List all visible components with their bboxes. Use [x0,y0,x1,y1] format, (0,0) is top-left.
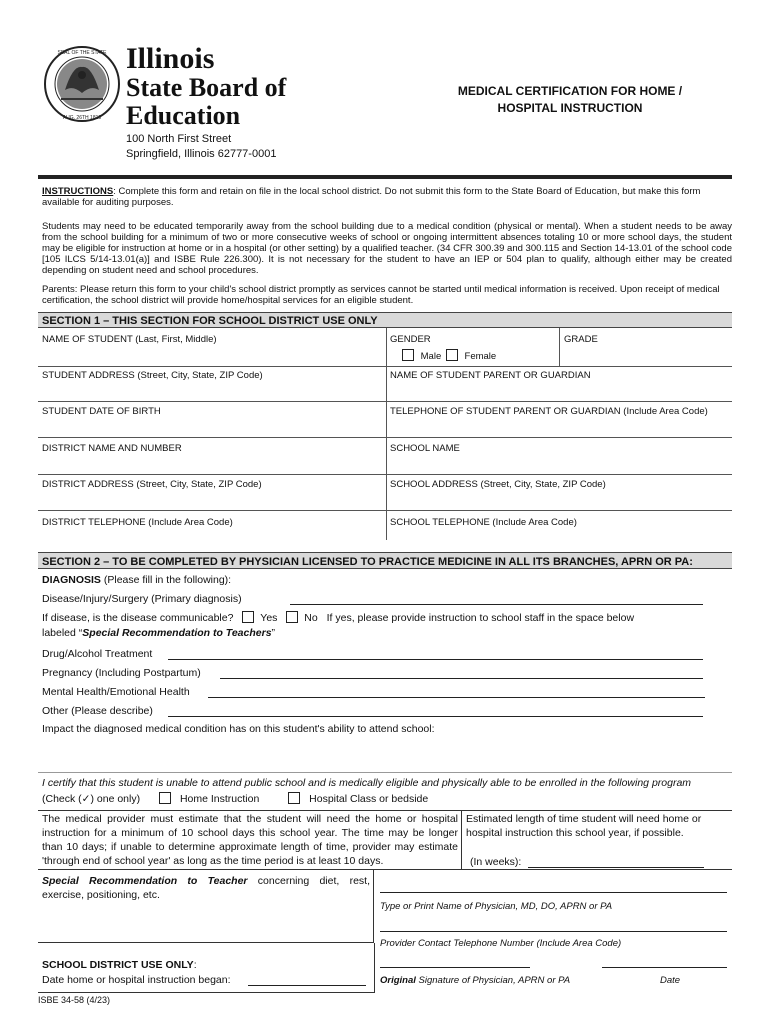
other-label: Other (Please describe) [42,705,153,717]
in-weeks-row [470,855,521,869]
isbe-seal [43,45,121,123]
district-name-field[interactable] [42,443,182,454]
date-began-row [42,973,231,987]
form-title [420,83,720,117]
estimated-length-label: Estimated length of time student will need home or hospital instruction this school year, if possible. [466,813,702,839]
divider [38,401,732,402]
instructions-text: : Complete this form and retain on file in the local school district. Do not submit this form to the State Board of Education, but make this form available for auditing purposes. [42,186,701,208]
school-name-label: SCHOOL NAME [390,443,460,454]
grade-label: GRADE [564,334,598,345]
divider [38,992,375,993]
date-began-label: Date home or hospital instruction began: [42,974,231,986]
communicable-row [42,611,634,625]
form-title-line-2: HOSPITAL INSTRUCTION [497,101,643,115]
instructions-paragraph [42,186,732,208]
labeled-prefix: labeled “ [42,627,83,639]
impact-row [42,722,435,736]
divider [38,437,732,438]
in-weeks-label: (In weeks): [470,856,522,868]
divider [38,474,732,475]
district-name-label: DISTRICT NAME AND NUMBER [42,443,182,454]
divider [38,366,732,367]
communicable-yes-checkbox[interactable] [242,611,254,623]
address-line-2: Springfield, Illinois 62777-0001 [126,148,277,160]
logo-line-state-board: State Board of [126,73,287,102]
original-label: Original [380,975,416,986]
logo-line-education: Education [126,101,241,130]
section-1-header [38,312,732,328]
school-phone-field[interactable] [390,517,577,528]
school-phone-label: SCHOOL TELEPHONE (Include Area Code) [390,517,577,528]
home-instruction-checkbox[interactable] [159,792,171,804]
date-began-input[interactable] [248,985,366,986]
impact-textarea[interactable] [38,738,732,772]
district-address-label: DISTRICT ADDRESS (Street, City, State, ZIP Code) [42,479,262,490]
district-phone-field[interactable] [42,517,233,528]
grade-field[interactable] [564,334,598,345]
provider-phone-label: Provider Contact Telephone Number (Include Area Code) [380,938,622,949]
mental-health-label: Mental Health/Emotional Health [42,686,190,698]
school-address-label: SCHOOL ADDRESS (Street, City, State, ZIP Code) [390,479,606,490]
dob-label: STUDENT DATE OF BIRTH [42,406,161,417]
hospital-class-label: Hospital Class or bedside [309,793,429,805]
divider [386,328,387,366]
logo-line-illinois: Illinois [126,42,215,75]
student-address-field[interactable] [42,370,263,381]
communicable-no-checkbox[interactable] [286,611,298,623]
check-one-label: (Check (✓) one only) [42,793,141,805]
divider [374,943,375,993]
yes-label: Yes [260,612,278,624]
hospital-class-checkbox[interactable] [288,792,300,804]
district-phone-label: DISTRICT TELEPHONE (Include Area Code) [42,517,233,528]
physician-name-label: Type or Print Name of Physician, MD, DO, APRN or PA [380,901,613,912]
student-address-label: STUDENT ADDRESS (Street, City, State, ZIP Code) [42,370,263,381]
home-instruction-label: Home Instruction [179,793,260,805]
parent-name-field[interactable] [390,370,591,381]
primary-diagnosis-row [42,592,242,606]
pregnancy-input[interactable] [220,678,703,679]
diagnosis-heading [42,573,231,587]
provider-phone-input[interactable] [380,931,727,932]
section-1-title: SECTION 1 – THIS SECTION FOR SCHOOL DISTRICT USE ONLY [42,315,378,327]
other-row [42,704,153,718]
pregnancy-label: Pregnancy (Including Postpartum) [42,667,201,679]
special-rec-text: concerning diet, rest, exercise, positioning, etc. [42,875,370,901]
parent-name-label: NAME OF STUDENT PARENT OR GUARDIAN [390,370,591,381]
physician-name-input[interactable] [380,892,727,893]
form-title-line-1: MEDICAL CERTIFICATION FOR HOME / [457,84,683,98]
agency-address [126,132,276,162]
school-address-field[interactable] [390,479,606,490]
dob-field[interactable] [42,406,161,417]
gender-label: GENDER [390,334,431,345]
impact-label: Impact the diagnosed medical condition has on this student's ability to attend school: [42,723,435,735]
female-checkbox[interactable] [446,349,458,361]
primary-diagnosis-label: Disease/Injury/Surgery (Primary diagnosis) [42,593,242,605]
student-name-label: NAME OF STUDENT (Last, First, Middle) [42,334,217,345]
estimate-instructions: The medical provider must estimate that the student will need the home or hospital instruction for a minimum of 10 school days this school year. The time may be longer than 10 days; if unable to determine approximate length of time, provider may estimate 'through end of school year' as long as the time period is at least 10 days. [42,813,458,867]
mental-health-input[interactable] [208,697,705,698]
signature-label [380,975,570,986]
other-input[interactable] [168,716,703,717]
program-check-row [42,792,428,806]
labeled-suffix: ” [271,627,276,639]
drug-alcohol-label: Drug/Alcohol Treatment [42,648,153,660]
male-label: Male [420,351,442,362]
date-label: Date [660,975,681,986]
student-name-field[interactable] [42,334,217,345]
divider [559,328,560,366]
svg-text:AUG. 26TH 1818: AUG. 26TH 1818 [62,115,102,121]
primary-diagnosis-input[interactable] [290,604,703,605]
pregnancy-row [42,666,201,680]
special-recommendation-label [42,874,370,902]
labeled-line [42,626,275,640]
date-input[interactable] [602,967,727,968]
school-name-field[interactable] [390,443,460,454]
header-rule [38,175,732,179]
communicable-question: If disease, is the disease communicable? [42,612,234,624]
instructions-label: INSTRUCTIONS [42,186,114,197]
diagnosis-instruction: (Please fill in the following): [100,574,232,586]
drug-alcohol-input[interactable] [168,659,703,660]
gender-field [390,334,431,345]
diagnosis-label: DIAGNOSIS [42,574,101,586]
special-rec-bold: Special Recommendation to Teacher [42,875,248,887]
district-use-label: SCHOOL DISTRICT USE ONLY [42,959,194,971]
signature-text: Signature of Physician, APRN or PA [415,975,571,986]
section-2-title: SECTION 2 – TO BE COMPLETED BY PHYSICIAN LICENSED TO PRACTICE MEDICINE IN ALL ITS BRANCHES, APRN OR PA: [42,556,693,568]
male-checkbox[interactable] [402,349,414,361]
district-use-colon: : [193,959,197,971]
if-yes-instruction: If yes, please provide instruction to school staff in the space below [326,612,635,624]
parent-phone-label: TELEPHONE OF STUDENT PARENT OR GUARDIAN (Include Area Code) [390,406,708,417]
parents-paragraph: Parents: Please return this form to your child's school district promptly as services cannot be started until medical information is received. Upon receipt of medical certification, the school district will provide home/hospital services for an eligible student. [42,284,720,306]
district-address-field[interactable] [42,479,262,490]
eligibility-paragraph: Students may need to be educated temporarily away from the school building due to a medical condition (physical or mental). When a student needs to be away from the school building for a minimum of two or more consecutive weeks of school or ongoing intermittent absences totaling 10 or more school days, the student may be eligible for instruction at home or in a hospital (or other setting) by a qualified teacher. (34 CFR 300.39 and 300.115 and Section 14-13.01 of the school code [105 ILCS 5/14-13.01(a)] and ISBE Rule 226.300). It is not necessary for the student to have an IEP or 504 plan to qualify, although either may be created depending on student need and school procedures. [42,221,732,276]
divider [38,510,732,511]
no-label: No [304,612,318,624]
signature-input[interactable] [380,967,530,968]
gender-options [402,349,496,362]
divider [461,810,462,870]
district-use-heading [42,958,197,972]
section-2-header [38,552,732,569]
labeled-bold: Special Recommendation to Teachers [82,627,272,639]
parent-phone-field[interactable] [390,406,708,417]
form-number: ISBE 34-58 (4/23) [38,995,111,1005]
divider [386,366,387,540]
female-label: Female [464,351,497,362]
drug-alcohol-row [42,647,152,661]
certify-statement: I certify that this student is unable to attend public school and is medically eligible and physically able to be enrolled in the following program [42,777,692,789]
svg-text:SEAL OF THE STATE: SEAL OF THE STATE [57,50,107,56]
in-weeks-input[interactable] [528,867,704,868]
isbe-logo-text [126,44,286,130]
divider [38,772,732,773]
mental-health-row [42,685,190,699]
address-line-1: 100 North First Street [126,133,232,145]
